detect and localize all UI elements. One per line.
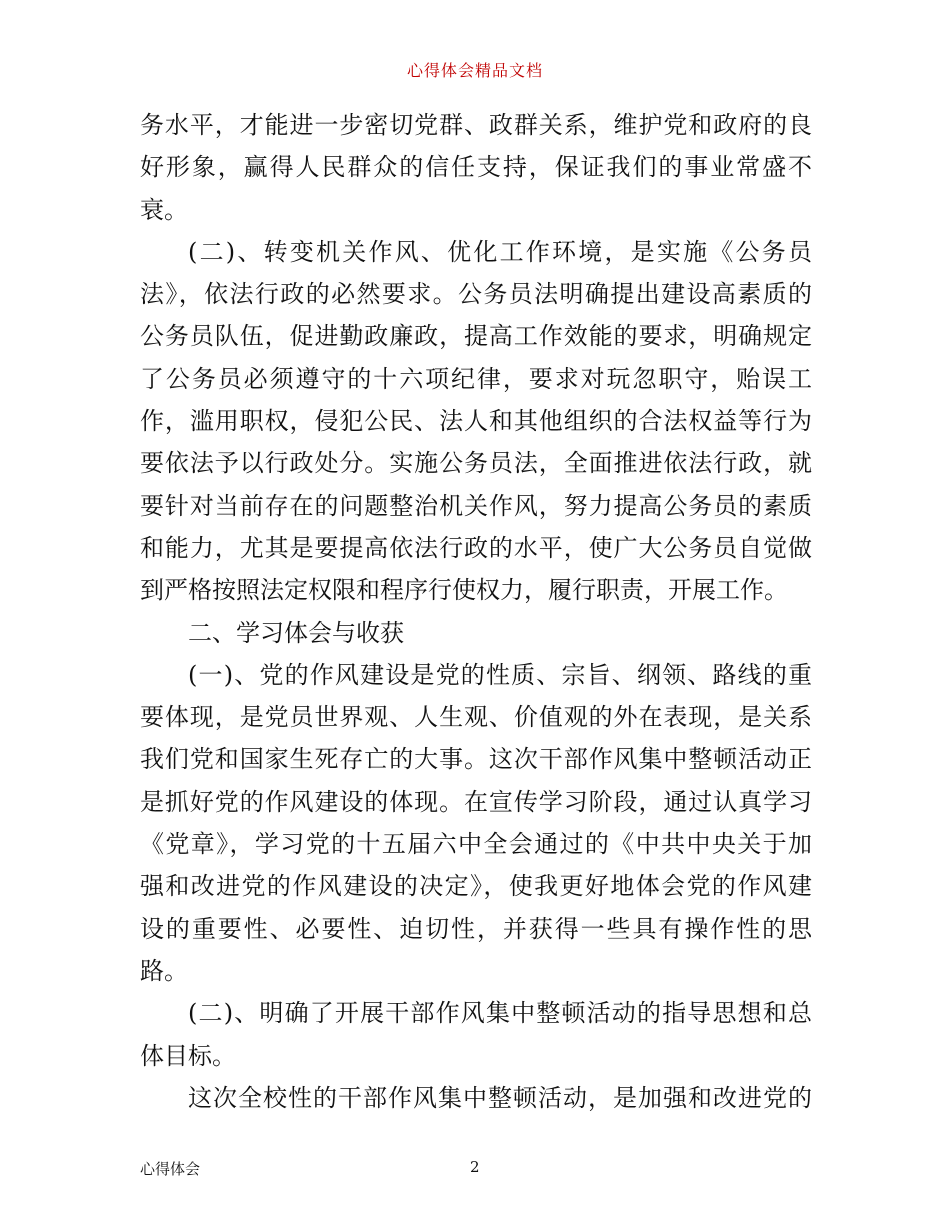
text-line: 务水平，才能进一步密切党群、政群关系，维护党和政府的良 xyxy=(140,111,812,139)
text-line: 我们党和国家生死存亡的大事。这次干部作风集中整顿活动正 xyxy=(140,745,812,774)
text-line: 要体现，是党员世界观、人生观、价值观的外在表现，是关系 xyxy=(140,703,812,732)
text-line: 要针对当前存在的问题整治机关作风，努力提高公务员的素质 xyxy=(140,491,812,520)
text-line: 《党章》，学习党的十五届六中全会通过的《中共中央关于加 xyxy=(140,830,812,859)
text-line: (二)、明确了开展干部作风集中整顿活动的指导思想和总 xyxy=(188,999,812,1028)
text-line: 了公务员必须遵守的十六项纪律，要求对玩忽职守，贻误工 xyxy=(140,364,812,393)
text-line: 体目标。 xyxy=(140,1041,236,1070)
text-line: 法》，依法行政的必然要求。公务员法明确提出建设高素质的 xyxy=(140,280,812,309)
text-line: 设的重要性、必要性、迫切性，并获得一些具有操作性的思 xyxy=(140,914,812,943)
text-line: (二)、转变机关作风、优化工作环境，是实施《公务员 xyxy=(188,237,812,266)
text-line: 好形象，赢得人民群众的信任支持，保证我们的事业常盛不 xyxy=(140,153,812,182)
page-number: 2 xyxy=(470,1158,480,1176)
text-line: 是抓好党的作风建设的体现。在宣传学习阶段，通过认真学习 xyxy=(140,787,812,816)
text-line: 衰。 xyxy=(140,195,188,224)
text-line: 这次全校性的干部作风集中整顿活动，是加强和改进党的 xyxy=(188,1083,812,1112)
text-line: (一)、党的作风建设是党的性质、宗旨、纲领、路线的重 xyxy=(188,660,812,689)
text-line: 到严格按照法定权限和程序行使权力，履行职责，开展工作。 xyxy=(140,576,788,605)
text-line: 强和改进党的作风建设的决定》，使我更好地体会党的作风建 xyxy=(140,872,812,901)
footer-label: 心得体会 xyxy=(140,1160,201,1178)
text-line: 公务员队伍，促进勤政廉政，提高工作效能的要求，明确规定 xyxy=(140,322,812,351)
page-header-title: 心得体会精品文档 xyxy=(406,61,543,80)
text-line: 和能力，尤其是要提高依法行政的水平，使广大公务员自觉做 xyxy=(140,533,812,562)
document-body xyxy=(140,104,812,1119)
text-line: 路。 xyxy=(140,956,188,985)
text-line: 要依法予以行政处分。实施公务员法，全面推进依法行政，就 xyxy=(140,449,812,478)
text-line: 二、学习体会与收获 xyxy=(188,618,404,647)
text-line: 作，滥用职权，侵犯公民、法人和其他组织的合法权益等行为 xyxy=(140,407,812,436)
